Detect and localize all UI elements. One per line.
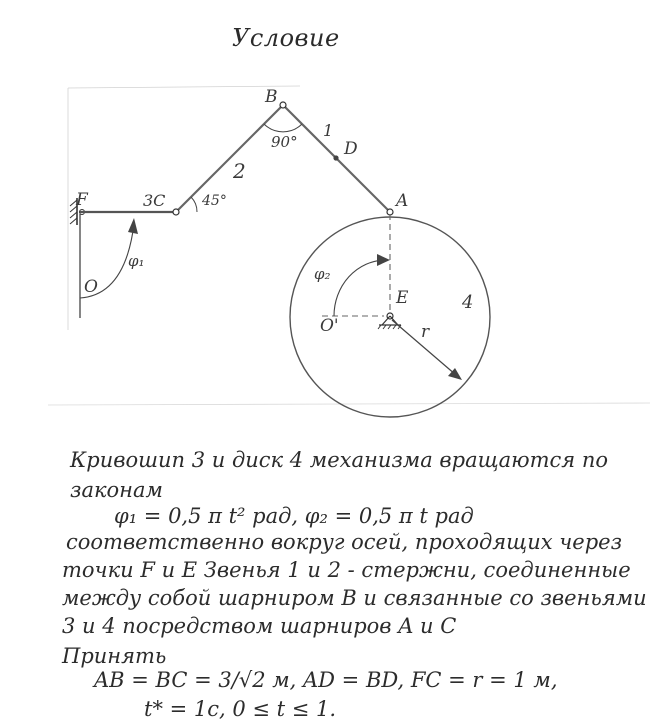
joint-b xyxy=(280,102,286,108)
text-line-10: t* = 1c, 0 ≤ t ≤ 1. xyxy=(144,697,337,721)
angle-c-arc xyxy=(191,197,197,212)
label-e: E xyxy=(396,288,409,308)
point-d xyxy=(333,155,338,160)
label-link-1: 1 xyxy=(323,121,334,140)
text-line-4: соответственно вокруг осей, проходящих через xyxy=(66,530,623,554)
label-phi1: φ₁ xyxy=(128,252,145,270)
label-r: r xyxy=(421,322,430,342)
label-disk-4: 4 xyxy=(462,292,474,313)
label-angle-b: 90° xyxy=(271,133,298,151)
text-line-3: φ₁ = 0,5 π t² рад, φ₂ = 0,5 π t рад xyxy=(114,504,474,528)
link-2 xyxy=(176,105,283,212)
text-line-2: законам xyxy=(70,478,163,502)
label-angle-c: 45° xyxy=(202,193,227,209)
label-b: B xyxy=(265,87,278,107)
phi2-arc xyxy=(334,260,385,316)
text-line-5: точки F и E Звенья 1 и 2 - стержни, соединенные xyxy=(62,558,631,582)
text-line-6: между собой шарниром B и связанные со звеньями xyxy=(62,586,647,610)
text-line-9: AB = BC = 3/√2 м, AD = BD, FC = r = 1 м, xyxy=(94,668,558,692)
helper-line-bottom xyxy=(48,403,650,405)
label-o-prime: O' xyxy=(320,316,339,336)
label-phi2: φ₂ xyxy=(314,265,331,283)
label-o: O xyxy=(84,277,98,297)
label-a: A xyxy=(396,191,409,211)
label-d: D xyxy=(344,139,358,159)
text-line-7: 3 и 4 посредством шарниров A и C xyxy=(62,614,457,638)
phi1-arrow-icon xyxy=(128,218,138,234)
joint-c xyxy=(173,209,179,215)
label-3c: 3C xyxy=(143,191,166,210)
text-line-1: Кривошип 3 и диск 4 механизма вращаются по xyxy=(70,448,609,472)
phi2-arrow-icon xyxy=(377,254,390,266)
text-line-8: Принять xyxy=(62,644,167,668)
label-f: F xyxy=(76,190,88,210)
page-title: Условие xyxy=(232,24,340,52)
label-link-2: 2 xyxy=(233,159,246,183)
pivot-support-e-icon xyxy=(378,313,401,329)
angle-b-arc xyxy=(264,124,302,132)
